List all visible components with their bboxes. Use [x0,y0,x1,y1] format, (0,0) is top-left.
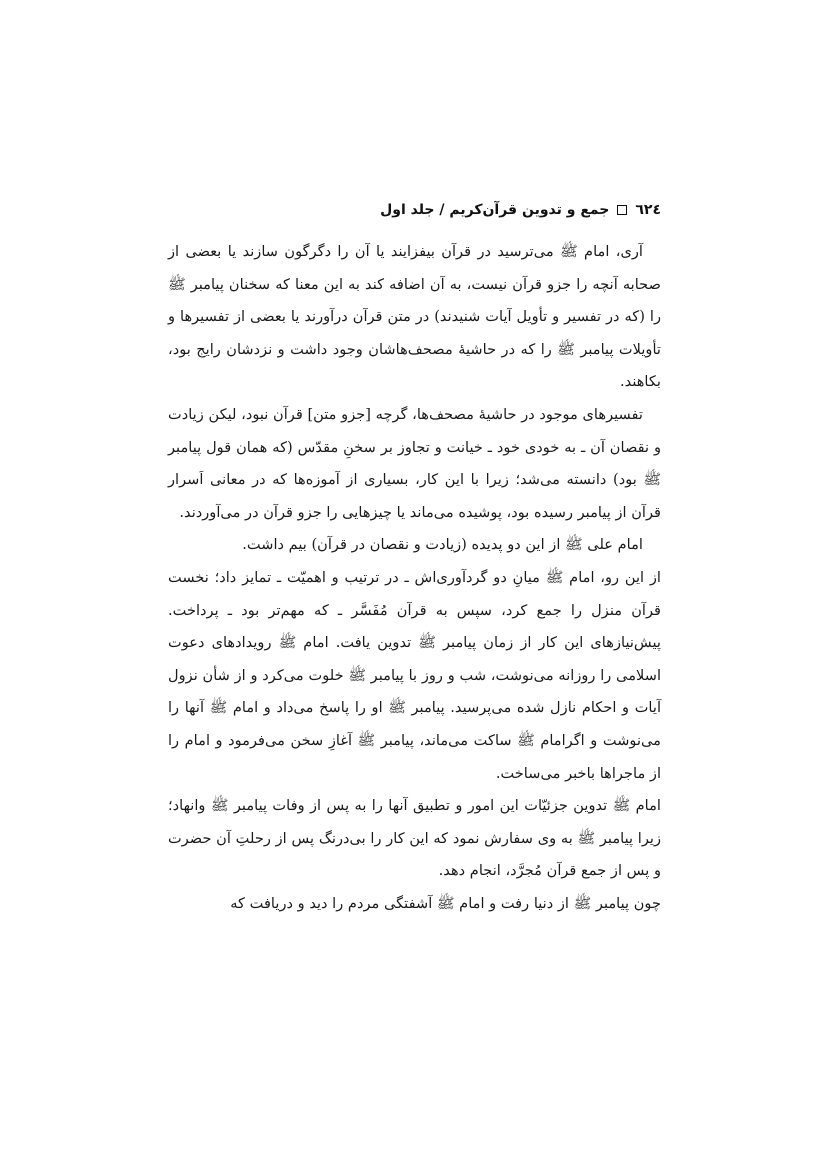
paragraph: آری، امام ﷺ می‌ترسید در قرآن بیفزایند یا آن را دگرگون سازند یا بعضی از صحابه آنچه را جزو قرآن نیست، به آن اضافه کند به این معنا که سخنان پیامبر ﷺ را (که در تفسیر و تأویل آیات شنیدند) در متن قرآن درآورند یا بعضی از تفسیرها و تأویلات پیامبر ﷺ را که در حاشیهٔ مصحف‌هاشان وجود داشت و نزدشان رایج بود، بکاهند. [168,243,661,391]
running-title: جمع و تدوین قرآن‌کریم / جلد اول [380,202,610,218]
page-number: ٦٢٤ [635,202,661,218]
paragraph: از این رو، امام ﷺ میانِ دو گردآوری‌اش ـ در ترتیب و اهمیّت ـ تمایز داد؛ نخست قرآن منزل را جمع کرد، سپس به قرآن مُفَسَّر ـ که مهم‌تر بود ـ پرداخت. پیش‌نیازهای این کار از زمان پیامبر ﷺ تدوین یافت. امام ﷺ رویدادهای دعوت اسلامی را روزانه می‌نوشت، شب و روز با پیامبر ﷺ خلوت می‌کرد و از شأن نزول آیات و احکام نازل شده می‌پرسید. پیامبر ﷺ او را پاسخ می‌داد و امام ﷺ آنها را می‌نوشت و اگرامام ﷺ ساکت می‌ماند، پیامبر ﷺ آغازِ سخن می‌فرمود و امام را از ماجراها باخبر می‌ساخت. [168,568,661,782]
paragraph: تفسیرهای موجود در حاشیهٔ مصحف‌ها، گرچه [جزو متن] قرآن نبود، لیکن زیادت و نقصان آن ـ به خودی خود ـ خیانت و تجاوز بر سخنِ مقدّس (که همان قول پیامبر ﷺ بود) دانسته می‌شد؛ زیرا با این کار، بسیاری از آموزه‌ها که در معانی اَسرار قرآن از پیامبر رسیده بود، پوشیده می‌ماند یا چیزهایی را جزو قرآن در می‌آوردند. [168,405,661,521]
paragraph: امام علی ﷺ از این دو پدیده (زیادت و نقصان در قرآن) بیم داشت. [242,536,643,554]
paragraph: امام ﷺ تدوین جزئیّات این امور و تطبیق آنها را به پس از وفات پیامبر ﷺ وانهاد؛ زیرا پیامبر ﷺ به وی سفارش نمود که این کار را بی‌درنگ پس از رحلتِ آن حضرت و پس از جمع قرآن مُجرَّد، انجام دهد. [168,797,661,880]
body-text [168,236,661,920]
paragraph: چون پیامبر ﷺ از دنیا رفت و امام ﷺ آشفتگی مردم را دید و دریافت که [230,894,661,912]
square-icon [617,205,627,215]
running-header [168,197,661,223]
